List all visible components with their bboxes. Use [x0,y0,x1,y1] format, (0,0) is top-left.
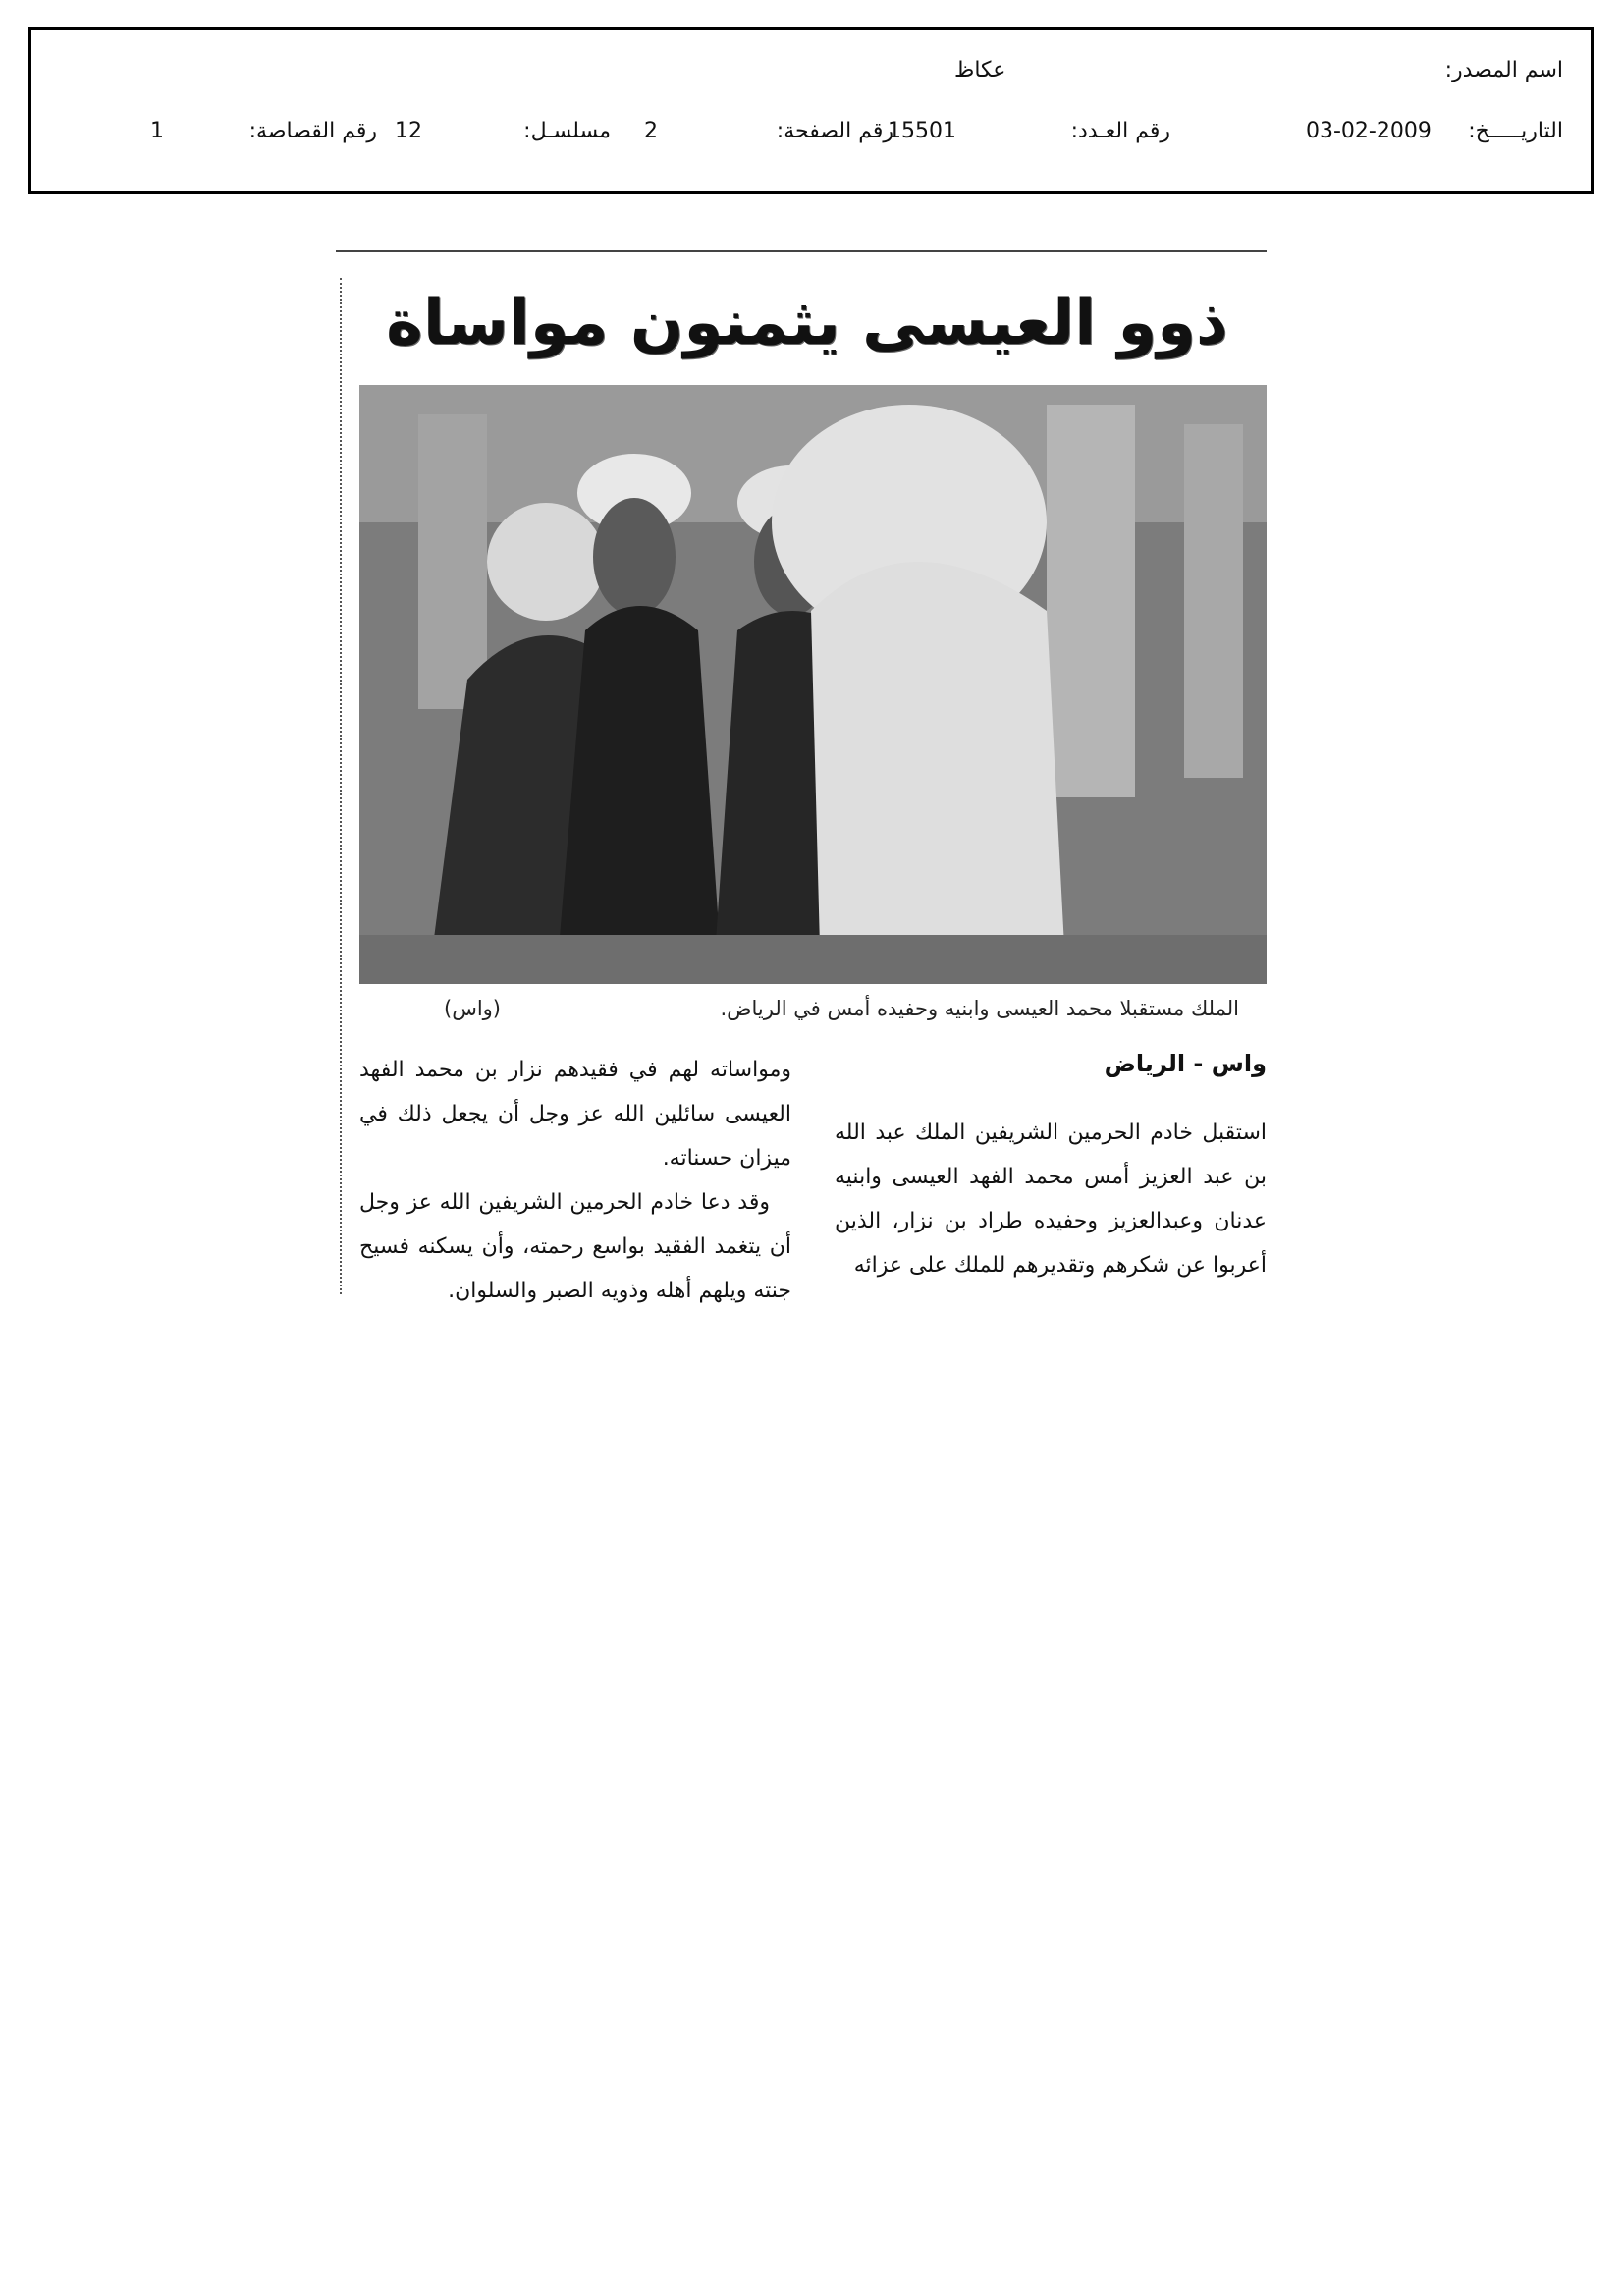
clipping-top-rule [336,250,1267,252]
article-photo [359,385,1267,984]
source-value: عكاظ [954,58,1006,82]
page-value: 2 [644,119,658,143]
article-column-left [359,1048,791,1313]
photo-caption [375,997,1239,1036]
header-row-source [31,58,1591,101]
source-label: اسم المصدر: [1444,58,1563,82]
serial-value: 12 [395,119,422,143]
issue-value: 15501 [888,119,956,143]
page-label: رقم الصفحة: [776,119,893,143]
article-column-right [835,1111,1267,1287]
clipping-label: رقم القصاصة: [248,119,377,143]
paragraph: استقبل خادم الحرمين الشريفين الملك عبد الله بن عبد العزيز أمس محمد الفهد العيسى وابنيه عدنان وعبدالعزيز وحفيده طراد بن نزار، الذين أعربوا عن شكرهم وتقديرهم للملك على عزائه [835,1121,1267,1278]
caption-text: الملك مستقبلا محمد العيسى وابنيه وحفيده أمس في الرياض. [720,997,1239,1020]
paragraph: وقد دعا خادم الحرمين الشريفين الله عز وجل أن يتغمد الفقيد بواسع رحمته، وأن يسكنه فسيح جنته ويلهم أهله وذويه الصبر والسلوان. [359,1190,791,1303]
date-value: 03-02-2009 [1306,119,1432,143]
clipping-edge-rule [340,278,342,1294]
paragraph: ومواساته لهم في فقيدهم نزار بن محمد الفهد العيسى سائلين الله عز وجل أن يجعل ذلك في ميزان حسناته. [359,1058,791,1171]
date-label: التاريـــــخ: [1468,119,1563,143]
photo-scene [359,385,1267,984]
clipping-header-box [28,27,1594,194]
article-dateline: واس - الرياض [1104,1050,1267,1077]
caption-credit: (واس) [444,997,501,1020]
header-row-details [31,119,1591,162]
clipping-value: 1 [150,119,164,143]
newspaper-clipping [336,250,1267,1303]
article-headline: ذوو العيسى يثمنون مواساة [386,287,1228,359]
serial-label: مسلسـل: [523,119,611,143]
issue-label: رقم العـدد: [1070,119,1170,143]
